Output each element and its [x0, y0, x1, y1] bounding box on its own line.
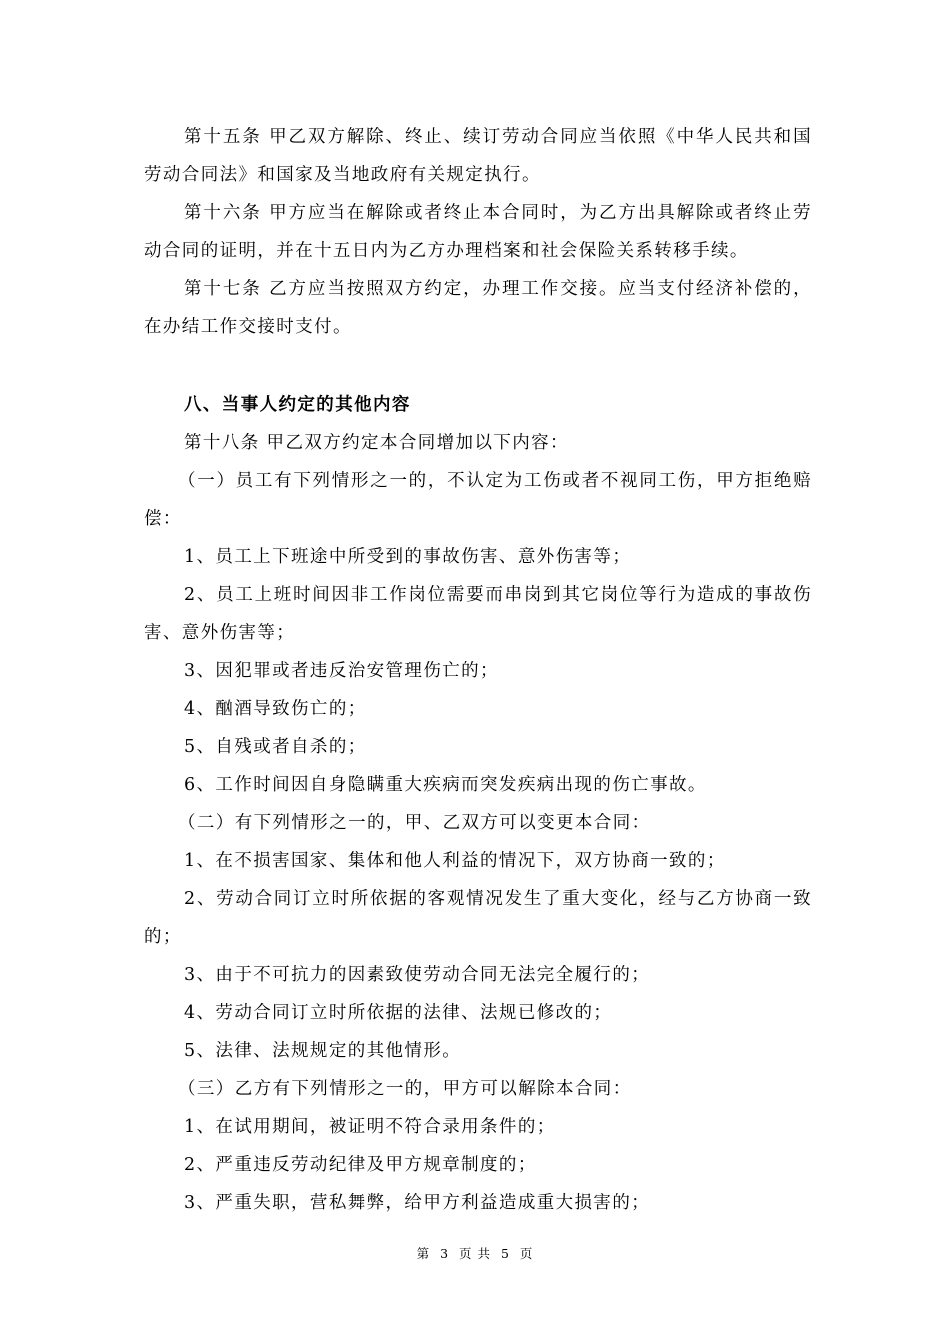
article-16: 第十六条 甲方应当在解除或者终止本合同时，为乙方出具解除或者终止劳动合同的证明，并在十五日内为乙方办理档案和社会保险关系转移手续。 [144, 203, 812, 261]
section-heading: 八、当事人约定的其他内容 [184, 395, 411, 415]
document-body [144, 118, 812, 1222]
footer-middle: 页 共 [459, 1246, 491, 1261]
article-15: 第十五条 甲乙双方解除、终止、续订劳动合同应当依照《中华人民共和国劳动合同法》和国家及当地政府有关规定执行。 [144, 127, 812, 185]
part-3-title: （三）乙方有下列情形之一的，甲方可以解除本合同： [178, 1079, 632, 1099]
article-18: 第十八条 甲乙双方约定本合同增加以下内容： [184, 433, 569, 453]
footer-prefix: 第 [416, 1246, 431, 1261]
part-1-item: 1、员工上下班途中所受到的事故伤害、意外伤害等； [184, 547, 632, 567]
part-1-item: 5、自残或者自杀的； [184, 737, 367, 757]
part-1-item: 4、酗酒导致伤亡的； [184, 699, 367, 719]
article-17: 第十七条 乙方应当按照双方约定，办理工作交接。应当支付经济补偿的，在办结工作交接时支付。 [144, 279, 812, 337]
part-3-item: 1、在试用期间，被证明不符合录用条件的； [184, 1117, 556, 1137]
part-2-item: 5、法律、法规规定的其他情形。 [184, 1041, 462, 1061]
part-1-item: 2、员工上班时间因非工作岗位需要而串岗到其它岗位等行为造成的事故伤害、意外伤害等； [144, 585, 812, 643]
page-footer [0, 1244, 950, 1262]
footer-total-pages: 5 [500, 1246, 510, 1261]
part-1-item: 3、因犯罪或者违反治安管理伤亡的； [184, 661, 499, 681]
part-1-item: 6、工作时间因自身隐瞒重大疾病而突发疾病出现的伤亡事故。 [184, 775, 707, 795]
footer-suffix: 页 [519, 1246, 534, 1261]
footer-current-page: 3 [440, 1246, 450, 1261]
part-2-item: 2、劳动合同订立时所依据的客观情况发生了重大变化，经与乙方协商一致的； [144, 889, 812, 947]
part-2-item: 3、由于不可抗力的因素致使劳动合同无法完全履行的； [184, 965, 651, 985]
part-3-item: 2、严重违反劳动纪律及甲方规章制度的； [184, 1155, 537, 1175]
part-2-item: 1、在不损害国家、集体和他人利益的情况下，双方协商一致的； [184, 851, 726, 871]
part-2-title: （二）有下列情形之一的，甲、乙双方可以变更本合同： [178, 813, 651, 833]
part-2-item: 4、劳动合同订立时所依据的法律、法规已修改的； [184, 1003, 613, 1023]
part-3-item: 3、严重失职，营私舞弊，给甲方利益造成重大损害的； [184, 1193, 651, 1213]
part-1-title: （一）员工有下列情形之一的，不认定为工伤或者不视同工伤，甲方拒绝赔偿： [144, 471, 812, 529]
